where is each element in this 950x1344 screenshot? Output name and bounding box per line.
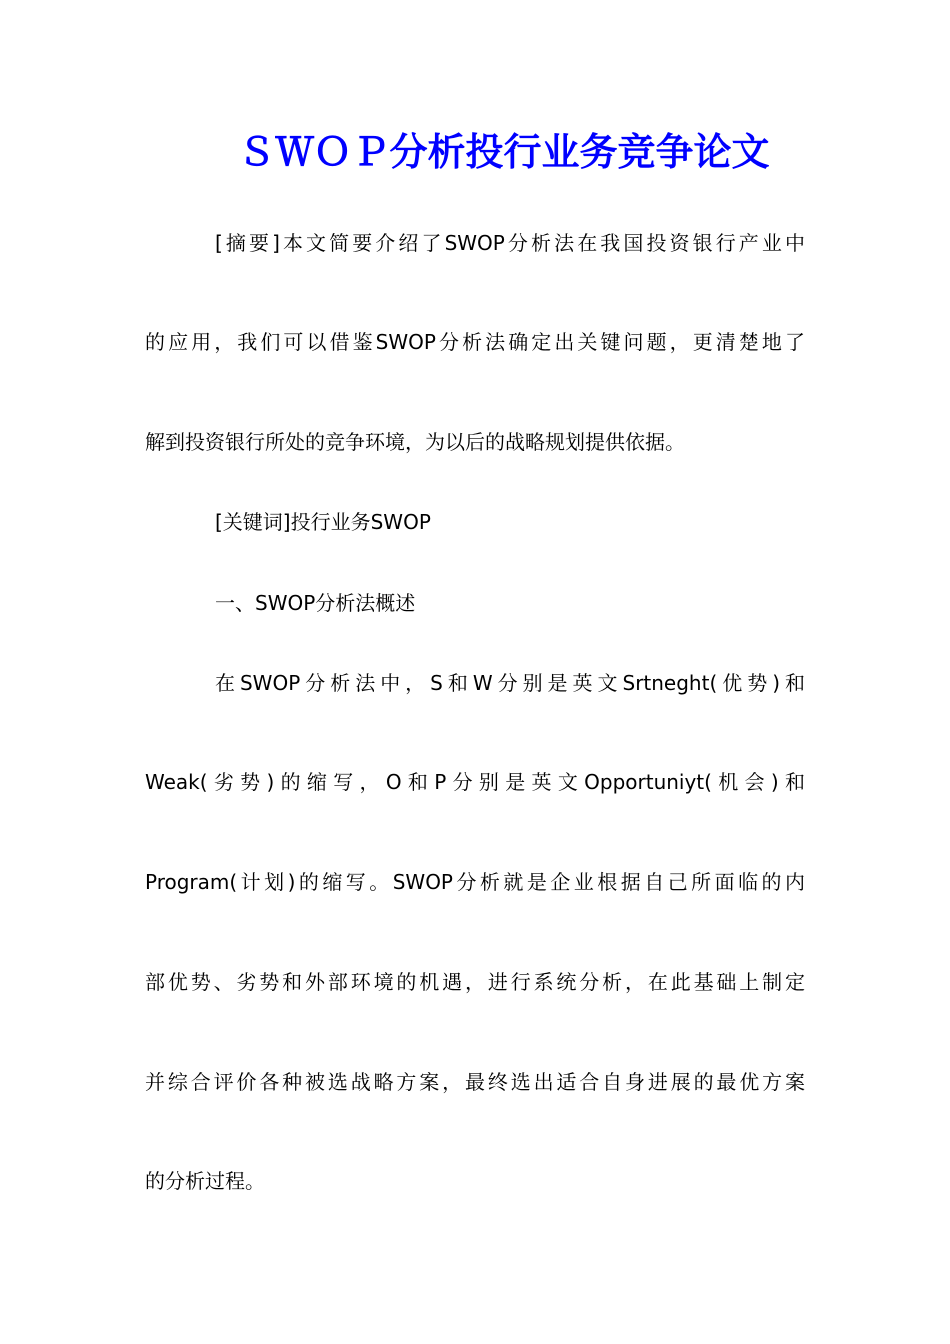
body-line-2: Weak(劣势)的缩写，O和P分别是英文Opportuniyt(机会)和 bbox=[145, 770, 805, 794]
document-title: ＳＷＯＰ分析投行业务竞争论文 bbox=[237, 129, 770, 174]
abstract-line-1: [摘要]本文简要介绍了SWOP分析法在我国投资银行产业中 bbox=[215, 231, 805, 255]
body-line-5: 并综合评价各种被选战略方案，最终选出适合自身进展的最优方案 bbox=[145, 1070, 805, 1094]
section-heading: 一、SWOP分析法概述 bbox=[215, 591, 416, 615]
abstract-line-3: 解到投资银行所处的竞争环境，为以后的战略规划提供依据。 bbox=[145, 430, 685, 454]
body-line-1: 在SWOP分析法中，S和W分别是英文Srtneght(优势)和 bbox=[215, 671, 805, 695]
body-line-3: Program(计划)的缩写。SWOP分析就是企业根据自己所面临的内 bbox=[145, 870, 805, 894]
keywords-line: [关键词]投行业务SWOP bbox=[215, 510, 431, 534]
body-line-4: 部优势、劣势和外部环境的机遇，进行系统分析，在此基础上制定 bbox=[145, 970, 805, 994]
body-line-6: 的分析过程。 bbox=[145, 1169, 265, 1193]
abstract-line-2: 的应用，我们可以借鉴SWOP分析法确定出关键问题，更清楚地了 bbox=[145, 330, 805, 354]
